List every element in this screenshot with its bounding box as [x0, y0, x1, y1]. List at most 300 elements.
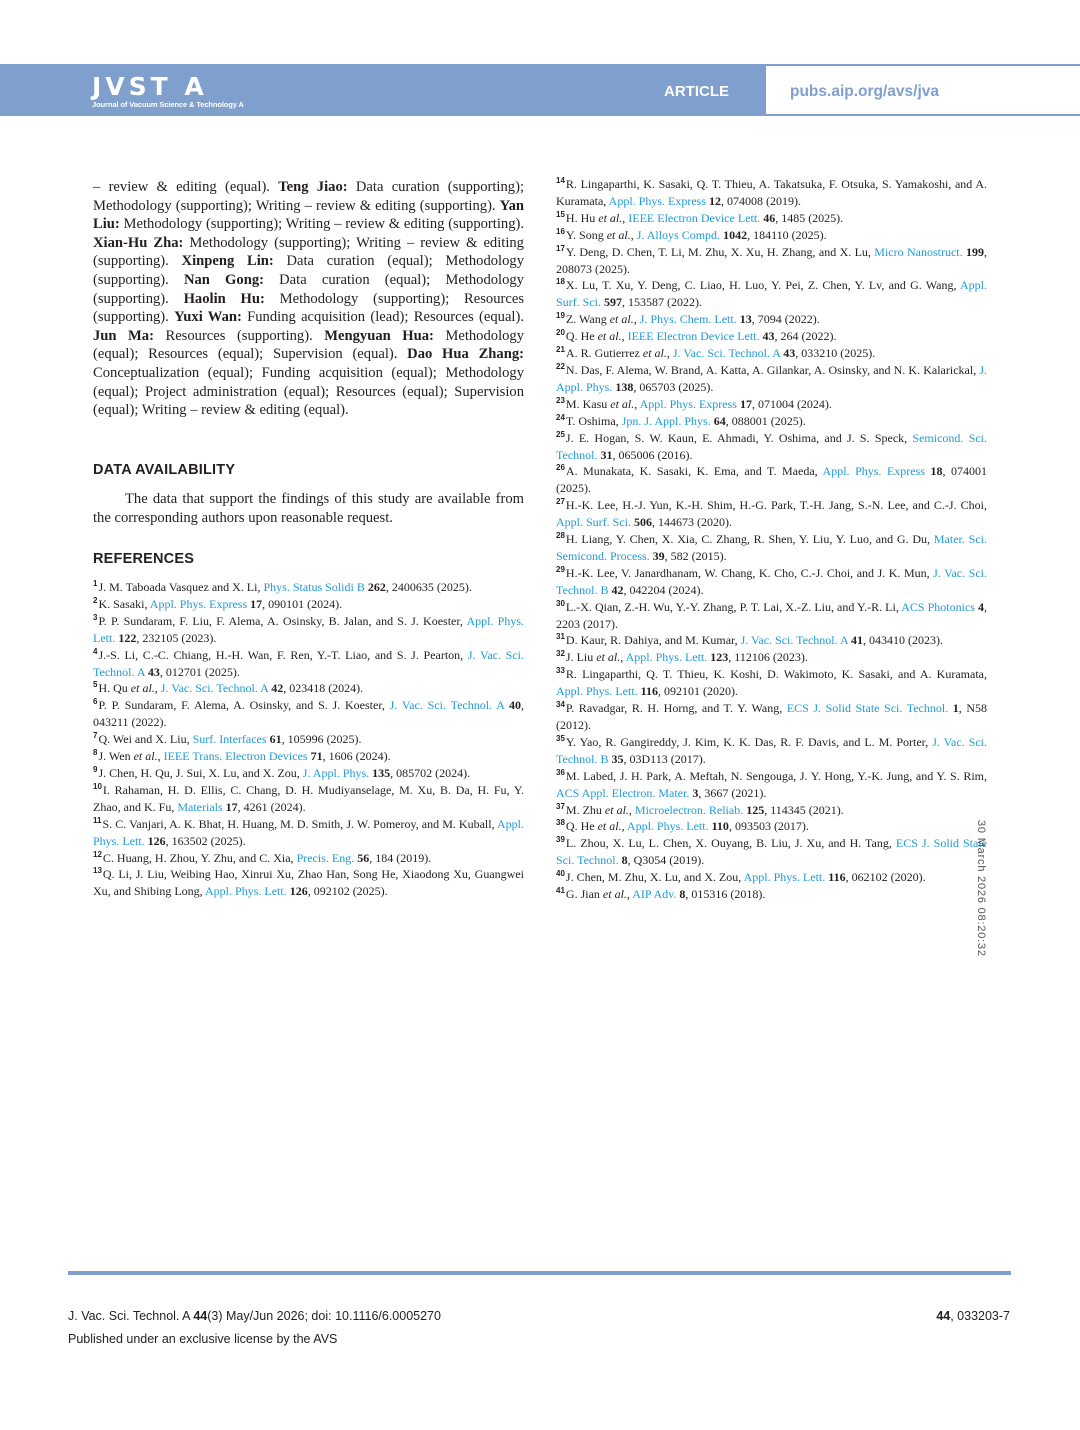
reference-text: H.-K. Lee, H.-J. Yun, K.-H. Shim, H.-G. Park, T.-H. Jang, S.-N. Lee, and C.-J. Choi,	[565, 498, 987, 513]
reference-number: 33	[556, 666, 565, 676]
reference-item	[556, 632, 987, 649]
volume-number: 135	[372, 765, 391, 780]
reference-text: ,	[633, 312, 640, 327]
footer-rule	[68, 1271, 1011, 1275]
reference-number: 31	[556, 632, 565, 642]
reference-text: , 03D113 (2017).	[623, 751, 706, 766]
reference-item	[556, 700, 987, 734]
reference-number: 18	[556, 277, 565, 287]
volume-number: 116	[828, 870, 846, 885]
citation-volume: 44	[193, 1309, 208, 1323]
reference-number: 36	[556, 767, 565, 777]
reference-number: 26	[556, 463, 565, 473]
contribution-roles: Data curation (equal); Methodology (supporting).	[93, 253, 524, 288]
volume-number: 1	[952, 701, 959, 716]
reference-text: , 043410 (2023).	[862, 633, 943, 648]
data-availability-heading: DATA AVAILABILITY	[93, 462, 236, 478]
volume-number: 17	[250, 596, 263, 611]
journal-link[interactable]: Appl. Phys. Lett.	[743, 870, 826, 885]
footer-page-number	[936, 1309, 1010, 1323]
reference-text: , 043211 (2022).	[93, 698, 524, 730]
reference-item	[556, 835, 987, 869]
journal-link[interactable]: J. Vac. Sci. Technol. A	[93, 647, 524, 679]
reference-text: L.-X. Qian, Z.-H. Wu, Y.-Y. Zhang, P. T. Lai, X.-Z. Liu, and Y.-R. Li,	[565, 599, 902, 614]
page-article-number: , 033203-7	[950, 1309, 1010, 1323]
reference-text: ,	[621, 329, 628, 344]
left-column	[93, 178, 525, 899]
volume-number: 110	[711, 819, 729, 834]
volume-number: 8	[621, 853, 628, 868]
references-list-left	[93, 579, 524, 900]
reference-text: , 144673 (2020).	[652, 515, 732, 530]
journal-link[interactable]: J. Vac. Sci. Technol. B	[556, 734, 987, 766]
reference-text: X. Lu, T. Xu, Y. Deng, C. Liao, H. Luo, Y. Pei, Z. Chen, Y. Lv, and G. Wang,	[565, 278, 960, 293]
reference-text: J. Chen, H. Qu, J. Sui, X. Lu, and X. Zou,	[98, 765, 303, 780]
journal-link[interactable]: Materials	[177, 799, 223, 814]
reference-number: 2	[93, 595, 98, 605]
reference-number: 28	[556, 531, 565, 541]
reference-text: P. Ravadgar, R. H. Horng, and T. Y. Wang,	[565, 701, 787, 716]
reference-text: N. Das, F. Alema, W. Brand, A. Katta, A. Gilankar, A. Osinsky, and N. K. Kalarickal,	[565, 362, 980, 377]
reference-text: , 112106 (2023).	[728, 650, 808, 665]
volume-number: 122	[118, 630, 137, 645]
reference-item	[556, 430, 987, 464]
et-al: et al.	[597, 819, 622, 834]
volume-number: 138	[615, 379, 634, 394]
reference-text: , 163502 (2025).	[165, 833, 246, 848]
references-heading: REFERENCES	[93, 551, 195, 567]
reference-number: 11	[93, 815, 102, 825]
reference-item	[556, 531, 987, 565]
reference-item	[556, 818, 987, 835]
reference-text: , 074008 (2019).	[721, 193, 801, 208]
contribution-roles: Methodology (supporting); Writing – review & editing (supporting).	[93, 234, 524, 270]
footer-citation	[68, 1309, 441, 1323]
contributor-name: Xian-Hu Zha:	[93, 234, 184, 251]
journal-link[interactable]: J. Vac. Sci. Technol. A	[160, 681, 269, 696]
reference-number: 41	[556, 886, 565, 896]
references-list-right	[556, 176, 987, 903]
citation-issue-doi: (3) May/Jun 2026; doi: 10.1116/6.0005270	[207, 1309, 441, 1323]
reference-item	[556, 227, 987, 244]
reference-text: , 153587 (2022).	[622, 295, 702, 310]
reference-item	[93, 731, 524, 748]
journal-link[interactable]: AIP Adv.	[632, 887, 677, 902]
journal-link[interactable]: J. Appl. Phys.	[556, 362, 987, 394]
reference-number: 24	[556, 412, 565, 422]
journal-link[interactable]: J. Vac. Sci. Technol. B	[556, 565, 987, 597]
reference-text: , 1485 (2025).	[775, 210, 844, 225]
volume-number: 597	[604, 295, 622, 310]
reference-text: J. Wen	[98, 749, 134, 764]
reference-number: 14	[556, 176, 565, 185]
reference-number: 3	[93, 612, 98, 622]
reference-text: P. P. Sundaram, F. Alema, A. Osinsky, and S. J. Koester,	[98, 698, 390, 713]
et-al: et al.	[596, 650, 621, 665]
reference-text: A. Munakata, K. Sasaki, K. Ema, and T. Maeda,	[565, 464, 823, 479]
contributor-name: Jun Ma:	[93, 327, 154, 344]
reference-text: , 023418 (2024).	[283, 681, 364, 696]
reference-text: , 2400635 (2025).	[385, 580, 472, 594]
contribution-roles: Resources (supporting).	[153, 327, 325, 344]
reference-text: J.-S. Li, C.-C. Chiang, H.-H. Wan, F. Ren, Y.-T. Liao, and S. J. Pearton,	[98, 647, 468, 662]
journal-link[interactable]: Phys. Status Solidi B	[263, 580, 365, 594]
reference-text: Y. Song	[565, 227, 607, 242]
reference-item	[556, 244, 987, 278]
reference-number: 17	[556, 243, 565, 253]
reference-text: Q. He	[565, 819, 598, 834]
journal-link[interactable]: Microelectron. Reliab.	[634, 802, 744, 817]
reference-text: , 092102 (2025).	[307, 884, 388, 899]
volume-number: 71	[310, 749, 323, 764]
reference-number: 39	[556, 835, 565, 845]
reference-item	[93, 579, 524, 596]
data-availability-text: The data that support the findings of this study are available from the corresponding authors upon reasonable request.	[93, 491, 524, 526]
volume-number: 18	[930, 464, 943, 479]
et-al: et al.	[610, 396, 635, 411]
reference-number: 10	[93, 781, 102, 791]
reference-text: ,	[666, 346, 673, 361]
reference-number: 15	[556, 209, 565, 219]
reference-text: M. Zhu	[565, 802, 605, 817]
reference-number: 37	[556, 801, 565, 811]
reference-text: , 074001 (2025).	[556, 464, 987, 496]
contributor-name: Nan Gong:	[183, 271, 264, 288]
reference-text: H. Qu	[98, 681, 131, 696]
reference-number: 40	[556, 869, 565, 879]
volume-number: 126	[147, 833, 166, 848]
journal-link[interactable]: Appl. Phys. Lett.	[205, 884, 287, 899]
reference-text: , 033210 (2025).	[795, 346, 876, 361]
reference-item	[93, 647, 524, 681]
reference-text: J. M. Taboada Vasquez and X. Li,	[98, 580, 264, 594]
volume-number: 40	[509, 698, 521, 713]
reference-text: R. Lingaparthi, K. Sasaki, Q. T. Thieu, A. Takatsuka, F. Otsuka, S. Yamakoshi, and A. Kuramata,	[556, 177, 987, 208]
reference-text: Q. He	[565, 329, 598, 344]
reference-item	[556, 599, 987, 633]
reference-text: ,	[157, 749, 164, 764]
reference-number: 20	[556, 328, 565, 338]
volume-number: 42	[271, 681, 284, 696]
logo-title: JVST A	[92, 72, 208, 101]
reference-number: 38	[556, 818, 565, 828]
reference-text: , 012701 (2025).	[159, 664, 240, 679]
reference-number: 29	[556, 564, 565, 574]
reference-text: , 065006 (2016).	[612, 447, 693, 462]
journal-link[interactable]: Jpn. J. Appl. Phys.	[621, 413, 711, 428]
volume-number: 17	[739, 396, 752, 411]
reference-text: , 065703 (2025).	[633, 379, 714, 394]
journal-link[interactable]: Appl. Surf. Sci.	[556, 278, 987, 310]
contribution-roles: Data curation (equal); Methodology (supporting).	[93, 271, 524, 307]
reference-text: J. Chen, M. Zhu, X. Lu, and X. Zou,	[565, 870, 744, 885]
reference-text: ,	[620, 650, 626, 665]
reference-item	[93, 680, 524, 697]
reference-text: , 071004 (2024).	[751, 396, 832, 411]
volume-number: 56	[357, 850, 370, 865]
et-al: et al.	[598, 210, 623, 225]
reference-text: , 582 (2015).	[664, 548, 727, 563]
reference-text: , 090101 (2024).	[262, 596, 343, 611]
reference-text: , 7094 (2022).	[751, 312, 820, 327]
contribution-roles: – review & editing (equal).	[93, 179, 279, 195]
reference-text: J. E. Hogan, S. W. Kaun, E. Ahmadi, Y. Oshima, and J. S. Speck,	[565, 430, 913, 445]
article-type-label: ARTICLE	[664, 83, 729, 100]
volume-number: 61	[269, 732, 282, 747]
page-volume: 44	[936, 1309, 951, 1323]
footer-license: Published under an exclusive license by the AVS	[68, 1332, 338, 1346]
volume-number: 125	[746, 802, 765, 817]
volume-number: 8	[679, 887, 686, 902]
contributor-name: Teng Jiao:	[278, 179, 348, 195]
reference-number: 4	[93, 646, 98, 656]
reference-number: 32	[556, 649, 565, 659]
reference-text: Q. Wei and X. Liu,	[98, 732, 193, 747]
reference-number: 23	[556, 395, 565, 405]
volume-number: 43	[783, 346, 796, 361]
journal-link[interactable]: J. Phys. Chem. Lett.	[639, 312, 737, 327]
journal-link[interactable]: Appl. Phys. Lett.	[556, 684, 638, 699]
reference-number: 21	[556, 345, 565, 355]
reference-item	[556, 666, 987, 700]
journal-link[interactable]: IEEE Electron Device Lett.	[627, 329, 760, 344]
journal-logo[interactable]	[92, 74, 244, 109]
reference-text: , 062102 (2020).	[845, 870, 926, 885]
reference-text: M. Labed, J. H. Park, A. Meftah, N. Sengouga, J. Y. Hong, Y.-K. Jung, and Y. S. Rim,	[565, 768, 987, 783]
reference-text: ,	[622, 210, 629, 225]
reference-number: 27	[556, 497, 565, 507]
volume-number: 123	[710, 650, 729, 665]
contribution-roles: Funding acquisition (lead); Resources (equal).	[241, 309, 524, 326]
journal-link[interactable]: ECS J. Solid State Sci. Technol.	[556, 836, 988, 868]
reference-text: P. P. Sundaram, F. Liu, F. Alema, A. Osinsky, B. Jalan, and S. J. Koester,	[98, 613, 467, 628]
reference-text: , N58 (2012).	[556, 701, 988, 732]
reference-text: H.-K. Lee, V. Janardhanam, W. Chang, K. Cho, C.-J. Choi, and J. K. Mun,	[565, 565, 934, 580]
et-al: et al.	[606, 227, 631, 242]
contributor-name: Xinpeng Lin:	[181, 253, 274, 270]
reference-text: , 2203 (2017).	[556, 599, 987, 631]
contributor-name: Dao Hua Zhang:	[407, 346, 524, 363]
reference-item	[556, 565, 987, 599]
reference-number: 13	[93, 866, 102, 876]
reference-item	[556, 463, 987, 497]
reference-text: K. Sasaki,	[98, 596, 150, 611]
reference-item	[556, 328, 987, 345]
contribution-roles: Conceptualization (equal); Funding acquisition (equal); Methodology (equal); Project administration (equal); Resources (equal); Supervision (equal); Writing – review & editing (equal).	[93, 364, 524, 419]
reference-item	[556, 362, 987, 396]
reference-item	[93, 697, 524, 731]
reference-text: , 093503 (2017).	[728, 819, 809, 834]
reference-item	[93, 850, 524, 867]
volume-number: 506	[634, 515, 652, 530]
reference-number: 6	[93, 697, 98, 707]
et-al: et al.	[597, 329, 622, 344]
journal-link[interactable]: IEEE Trans. Electron Devices	[163, 749, 308, 764]
reference-text: ,	[626, 887, 633, 902]
journal-link[interactable]: J. Vac. Sci. Technol. A	[389, 698, 505, 713]
journal-link[interactable]: J. Vac. Sci. Technol. A	[672, 346, 781, 361]
reference-item	[93, 816, 524, 850]
et-al: et al.	[130, 681, 155, 696]
volume-number: 199	[966, 244, 985, 259]
volume-number: 42	[611, 582, 624, 597]
reference-number: 5	[93, 680, 98, 690]
volume-number: 3	[692, 785, 699, 800]
journal-link[interactable]: Appl. Phys. Express	[822, 464, 925, 479]
reference-item	[556, 176, 987, 210]
volume-number: 39	[652, 548, 665, 563]
reference-text: C. Huang, H. Zhou, Y. Zhu, and C. Xia,	[102, 850, 297, 865]
reference-number: 19	[556, 311, 565, 321]
reference-item	[556, 413, 987, 430]
reference-item	[93, 866, 524, 900]
reference-text: , 092101 (2020).	[658, 684, 739, 699]
reference-text: Y. Deng, D. Chen, T. Li, M. Zhu, X. Xu, H. Zhang, and X. Lu,	[565, 244, 875, 259]
volume-number: 64	[713, 413, 726, 428]
reference-text: A. R. Gutierrez	[565, 346, 643, 361]
reference-item	[556, 869, 987, 886]
reference-item	[556, 210, 987, 227]
reference-number: 7	[93, 731, 98, 741]
reference-item	[556, 277, 987, 311]
reference-text: I. Rahaman, H. D. Ellis, C. Chang, D. H. Mudiyanselage, M. Xu, B. Da, H. Fu, Y. Zhao, and K. Fu,	[93, 782, 524, 814]
journal-link[interactable]: Appl. Phys. Express	[608, 193, 706, 208]
volume-number: 1042	[723, 227, 748, 242]
reference-number: 1	[93, 579, 98, 588]
reference-text: H. Hu	[565, 210, 599, 225]
reference-text: , 184110 (2025).	[747, 227, 827, 242]
volume-number: 17	[225, 799, 238, 814]
journal-link[interactable]: Appl. Phys. Express	[639, 396, 737, 411]
journal-link[interactable]: ACS Appl. Electron. Mater.	[556, 785, 690, 800]
volume-number: 4	[978, 599, 984, 614]
reference-text: S. C. Vanjari, A. K. Bhat, H. Huang, M. D. Smith, J. W. Pomeroy, and M. Kuball,	[102, 816, 497, 831]
contribution-roles: Methodology (equal); Resources (equal); Supervision (equal).	[93, 327, 525, 363]
volume-number: 46	[763, 210, 776, 225]
journal-link[interactable]: Appl. Phys. Lett.	[626, 819, 709, 834]
contributor-name: Yuxi Wan:	[174, 309, 242, 326]
reference-text: G. Jian	[565, 887, 603, 902]
reference-item	[556, 311, 987, 328]
reference-text: ,	[628, 802, 635, 817]
volume-number: 31	[600, 447, 613, 462]
journal-link[interactable]: ECS J. Solid State Sci. Technol.	[786, 701, 949, 716]
reference-number: 35	[556, 733, 565, 743]
reference-text: , 208073 (2025).	[556, 244, 988, 276]
reference-item	[556, 396, 987, 413]
reference-text: ,	[630, 227, 637, 242]
volume-number: 262	[367, 580, 386, 594]
journal-link[interactable]: Appl. Phys. Lett.	[93, 613, 525, 645]
reference-item	[93, 613, 524, 647]
reference-text: Y. Yao, R. Gangireddy, J. Kim, K. K. Das, R. F. Davis, and L. M. Porter,	[565, 734, 933, 749]
reference-item	[556, 497, 987, 531]
author-contributions	[93, 178, 524, 420]
et-al: et al.	[609, 312, 634, 327]
reference-number: 25	[556, 429, 565, 439]
journal-link[interactable]: Surf. Interfaces	[192, 732, 267, 747]
reference-text: , 105996 (2025).	[281, 732, 362, 747]
volume-number: 126	[289, 884, 308, 899]
reference-text: T. Oshima,	[565, 413, 622, 428]
journal-link[interactable]: Appl. Phys. Lett.	[625, 650, 708, 665]
reference-text: L. Zhou, X. Lu, L. Chen, X. Ouyang, B. Liu, J. Xu, and H. Tang,	[565, 836, 896, 851]
reference-text: ,	[634, 396, 640, 411]
reference-text: , 015316 (2018).	[685, 887, 766, 902]
reference-text: J. Liu	[565, 650, 597, 665]
logo-subtitle: Journal of Vacuum Science & Technology A	[92, 100, 244, 109]
reference-item	[93, 782, 524, 816]
reference-text: , 184 (2019).	[369, 850, 432, 865]
reference-text: , 042204 (2024).	[623, 582, 704, 597]
volume-number: 43	[147, 664, 160, 679]
journal-link[interactable]: J. Vac. Sci. Technol. A	[740, 633, 848, 648]
reference-text: M. Kasu	[565, 396, 611, 411]
reference-text: ,	[154, 681, 161, 696]
journal-link[interactable]: Appl. Phys. Lett.	[93, 816, 524, 848]
contribution-roles: Methodology (supporting); Resources (supporting).	[93, 290, 524, 326]
volume-number: 116	[640, 684, 659, 699]
contribution-roles: Methodology (supporting); Writing – review & editing (supporting).	[119, 216, 524, 233]
contributor-name: Mengyuan Hua:	[324, 327, 434, 344]
journal-link[interactable]: Semicond. Sci. Technol.	[556, 430, 988, 462]
journal-url-link[interactable]: pubs.aip.org/avs/jva	[790, 83, 940, 100]
journal-link[interactable]: J. Alloys Compd.	[636, 227, 721, 242]
reference-text: Q. Li, J. Liu, Weibing Hao, Xinrui Xu, Zhao Han, Song He, Xiaodong Xu, Guangwei Xu, and Shibing Long,	[93, 867, 524, 899]
reference-text: Z. Wang	[565, 312, 610, 327]
reference-item	[93, 596, 524, 613]
reference-number: 34	[556, 700, 565, 710]
reference-number: 12	[93, 849, 102, 859]
et-al: et al.	[604, 802, 629, 817]
journal-link[interactable]: J. Appl. Phys.	[302, 765, 370, 780]
reference-text: R. Lingaparthi, Q. T. Thieu, K. Koshi, D. Wakimoto, K. Sasaki, and A. Kuramata,	[565, 667, 987, 682]
volume-number: 13	[739, 312, 752, 327]
reference-item	[93, 765, 524, 782]
timestamp-text: 30 March 2026 08:20:32	[975, 820, 987, 957]
contributor-name: Yan Liu:	[93, 197, 524, 233]
reference-text: , 1606 (2024).	[322, 749, 391, 764]
reference-item	[556, 345, 987, 362]
reference-item	[556, 802, 987, 819]
et-al: et al.	[133, 749, 158, 764]
journal-link[interactable]: Precis. Eng.	[296, 850, 355, 865]
reference-text: , 232105 (2023).	[136, 630, 217, 645]
journal-link[interactable]: Appl. Surf. Sci.	[556, 515, 631, 530]
reference-text: ,	[621, 819, 627, 834]
reference-text: , 3667 (2021).	[698, 785, 767, 800]
reference-text: , Q3054 (2019).	[627, 853, 705, 868]
journal-link[interactable]: Micro Nanostruct.	[874, 244, 963, 259]
reference-item	[556, 649, 987, 666]
reference-number: 22	[556, 361, 565, 371]
journal-link[interactable]: Appl. Phys. Express	[149, 596, 248, 611]
reference-number: 16	[556, 226, 565, 236]
et-al: et al.	[602, 887, 627, 902]
reference-item	[93, 748, 524, 765]
reference-text: , 114345 (2021).	[764, 802, 844, 817]
journal-link[interactable]: ACS Photonics	[901, 599, 975, 614]
reference-item	[556, 734, 987, 768]
journal-link[interactable]: IEEE Electron Device Lett.	[628, 210, 761, 225]
reference-number: 30	[556, 598, 565, 608]
journal-link[interactable]: Mater. Sci. Semicond. Process.	[556, 532, 987, 563]
reference-text: , 085702 (2024).	[390, 765, 471, 780]
volume-number: 43	[762, 329, 775, 344]
reference-text: , 4261 (2024).	[237, 799, 306, 814]
reference-text: , 088001 (2025).	[725, 413, 806, 428]
contributor-name: Haolin Hu:	[183, 290, 265, 307]
